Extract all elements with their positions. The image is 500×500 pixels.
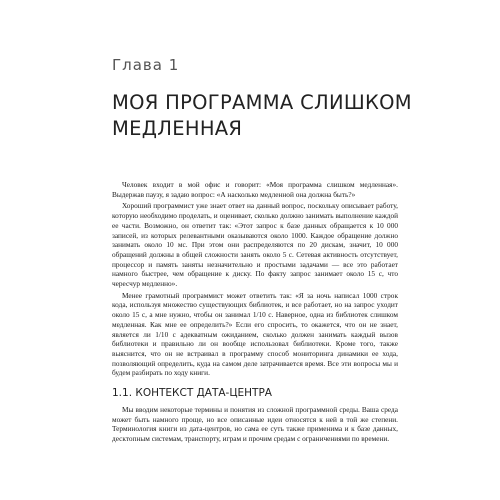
paragraph-intro: Человек входит в мой офис и говорит: «Моя программа слишком медленная». Выдержав паузу, я задаю вопрос: «А насколько медленной она должна быть?» [112,180,398,199]
chapter-title: МОЯ ПРОГРАММА СЛИШКОМ МЕДЛЕННАЯ [112,91,412,140]
section-paragraph: Мы вводим некоторые термины и понятия из сложной программной среды. Ваша среда может быть намного проще, но все описанные идеи относятся к ней в той же степени. Терминология книги из дата-центров, но сама ее суть также применима и к базе данных, десктопным системам, транспорту, играм и прочим средам с ограничениями по времени. [112,405,398,444]
paragraph-less-competent-programmer: Менее грамотный программист может ответить так: «Я за ночь написал 1000 строк кода, используя множество существующих библиотек, и все работает, но на запрос уходит около 15 с, а мне нужно, чтобы он занимал 1/10 с. Наверное, одна из библиотек слишком медленная. Как мне ее определить?» Если его спросить, то окажется, что он не знает, является ли 1/10 с адекватным ожиданием, сколько должен занимать каждый вызов библиотеки и правильно ли он вообще использовал библиотеки. Кроме того, также выяснится, что он не встраивал в программу способ мониторинга динамики ее хода, позволяющий определить, куда на самом деле затрачивается время. Все эти вопросы мы и будем разбирать по ходу книги. [112,290,398,378]
body-text [112,180,398,446]
paragraph-good-programmer: Хороший программист уже знает ответ на данный вопрос, поскольку описывает работу, которую необходимо проделать, и оценивает, сколько должно занимать выполнение каждой ее части. Возможно, он ответит так: «Этот запрос к базе данных обращается к 10 000 записей, из которых релевантными оказываются около 1000. Каждое обращение должно занимать около 10 мс. При этом они распределяются по 20 дискам, значит, 10 000 обращений должны в общей сложности занять около 5 с. Сетевая активность отсутствует, процессор и память заняты незначительно и простыми задачами — все это работает намного быстрее, чем обращение к диску. По факту запрос занимает около 15 с, что чересчур медленно». [112,201,398,289]
chapter-label: Глава 1 [112,56,180,74]
section-title: 1.1. КОНТЕКСТ ДАТА-ЦЕНТРА [112,387,272,400]
